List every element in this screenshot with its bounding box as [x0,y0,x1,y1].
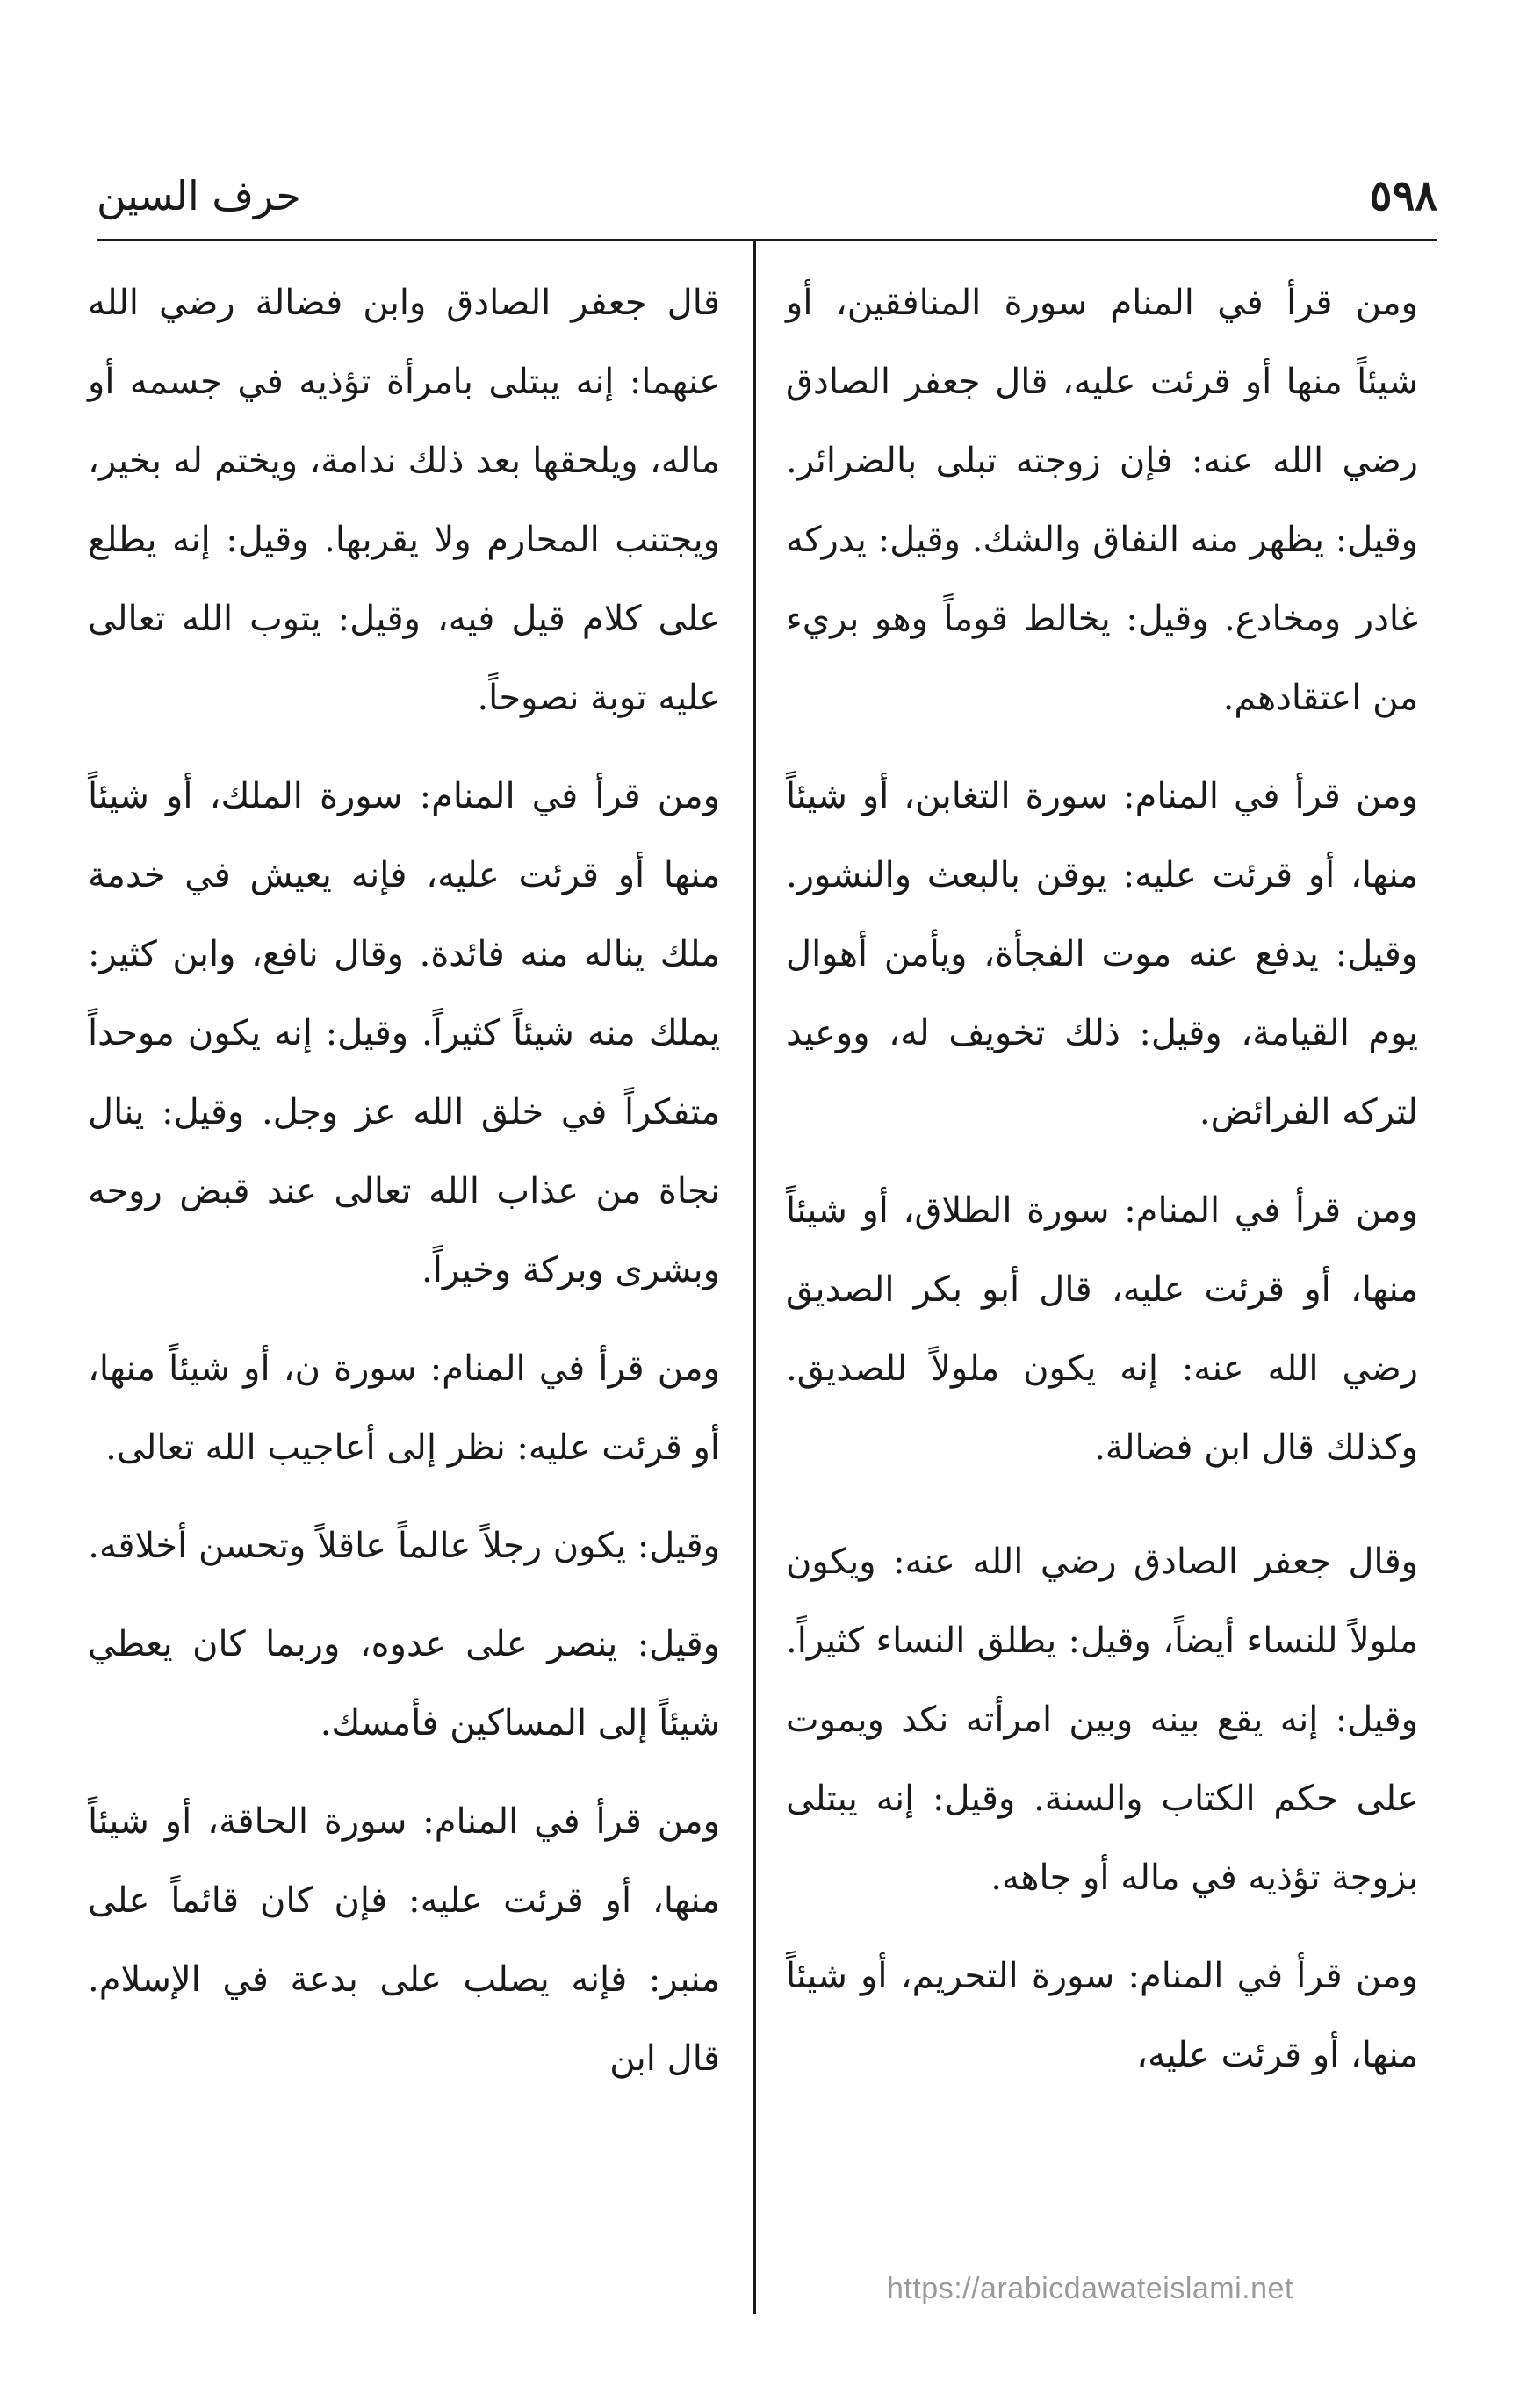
paragraph-nun-wise: وقيل: يكون رجلاً عالماً عاقلاً وتحسن أخلاقه. [88,1526,720,1566]
paragraph-nun-victory: وقيل: ينصر على عدوه، وربما كان يعطي شيئاً إلى المساكين فأمسك. [88,1624,720,1743]
header-rule [97,239,1437,241]
paragraph-talaq-jafar: وقال جعفر الصادق رضي الله عنه: ويكون ملولاً للنساء أيضاً، وقيل: يطلق النساء كثيراً. وقيل: إنه يقع بينه وبين امرأته نكد ويموت على حكم الكتاب والسنة. وقيل: إنه يبتلى بزوجة تؤذيه في ماله أو جاهه. [786,1542,1418,1898]
right-column [786,263,1418,2114]
paragraph-mulk: ومن قرأ في المنام: سورة الملك، أو شيئاً منها أو قرئت عليه، فإنه يعيش في خدمة ملك يناله منه فائدة. وقال نافع، وابن كثير: يملك منه شيئاً كثيراً. وقيل: إنه يكون موحداً متفكراً في خلق الله عز وجل. وقيل: ينال نجاة من عذاب الله تعالى عند قبض روحه وبشرى وبركة وخيراً. [88,776,720,1290]
left-column [88,263,720,2117]
paragraph-munafiqun: ومن قرأ في المنام سورة المنافقين، أو شيئاً منها أو قرئت عليه، قال جعفر الصادق رضي الله عنه: فإن زوجته تبلى بالضرائر. وقيل: يظهر منه النفاق والشك. وقيل: يدركه غادر ومخادع. وقيل: يخالط قوماً وهو بريء من اعتقادهم. [786,283,1418,718]
paragraph-haqqa: ومن قرأ في المنام: سورة الحاقة، أو شيئاً منها، أو قرئت عليه: فإن كان قائماً على منبر: فإنه يصلب على بدعة في الإسلام. قال ابن [88,1801,720,2079]
column-divider [753,241,756,2314]
paragraph-tahrim: ومن قرأ في المنام: سورة التحريم، أو شيئاً منها، أو قرئت عليه، [786,1956,1418,2075]
page-number: ٥٩٨ [1369,171,1437,220]
source-watermark: https://arabicdawateislami.net [887,2272,1293,2305]
paragraph-nun: ومن قرأ في المنام: سورة ن، أو شيئاً منها، أو قرئت عليه: نظر إلى أعاجيب الله تعالى. [88,1348,720,1468]
page-header [97,165,1437,226]
paragraph-tahrim-continued: قال جعفر الصادق وابن فضالة رضي الله عنهما: إنه يبتلى بامرأة تؤذيه في جسمه أو ماله، ويلحقها بعد ذلك ندامة، ويختم له بخير، ويجتنب المحارم ولا يقربها. وقيل: إنه يطلع على كلام قيل فيه، وقيل: يتوب الله تعالى عليه توبة نصوحاً. [88,283,721,718]
chapter-title: حرف السين [97,172,301,219]
paragraph-taghabun: ومن قرأ في المنام: سورة التغابن، أو شيئاً منها، أو قرئت عليه: يوقن بالبعث والنشور. وقيل: يدفع عنه موت الفجأة، ويأمن أهوال يوم القيامة، وقيل: ذلك تخويف له، ووعيد لتركه الفرائض. [786,776,1418,1132]
paragraph-talaq: ومن قرأ في المنام: سورة الطلاق، أو شيئاً منها، أو قرئت عليه، قال أبو بكر الصديق رضي الله عنه: إنه يكون ملولاً للصديق. وكذلك قال ابن فضالة. [786,1190,1418,1468]
